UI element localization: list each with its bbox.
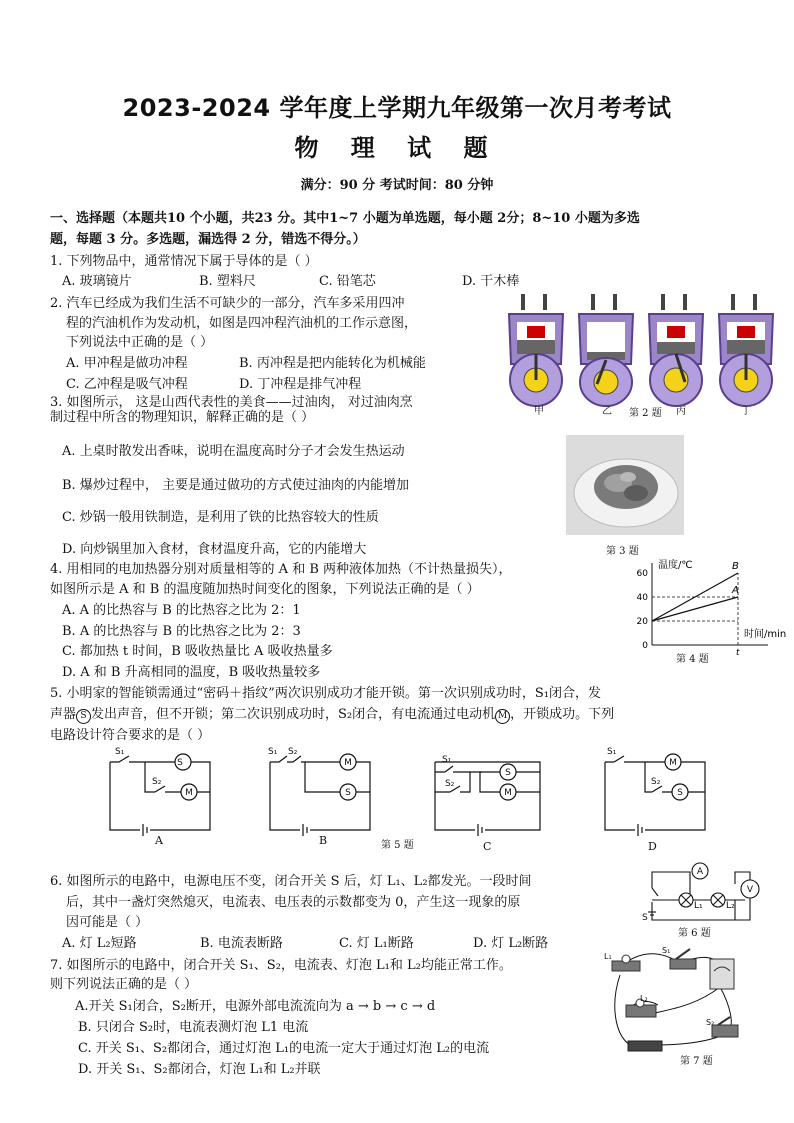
circuit-d xyxy=(605,754,705,836)
subject-title: 物 理 试 题 xyxy=(294,134,500,162)
q5-line3: 电路设计符合要求的是（ ） xyxy=(50,728,211,743)
q4-option-b: B. A 的比热容与 B 的比热容之比为 2：3 xyxy=(62,624,301,639)
q2-line2: 程的汽油机作为发动机，如图是四冲程汽油机的工作示意图， xyxy=(66,316,418,331)
section-heading-line1: 一、选择题（本题共10 个小题，共23 分。其中1~7 小题为单选题，每小题 2分；8~10 小题为多选 xyxy=(50,211,640,226)
temperature-time-chart xyxy=(630,555,794,665)
circuit-d-sounder-label: S xyxy=(677,788,683,798)
q7-option-a: A.开关 S₁闭合，S₂断开，电源外部电流流向为 a → b → c → d xyxy=(75,999,436,1014)
q1-option-d: D. 干木棒 xyxy=(462,274,520,289)
engine-stroke-ding xyxy=(719,294,773,406)
circuit-d-label: D xyxy=(648,840,657,853)
q7-s2-label: S₂ xyxy=(706,1018,715,1027)
q1-option-b: B. 塑料尺 xyxy=(199,274,256,289)
q1-option-a: A. 玻璃镜片 xyxy=(62,274,132,289)
q7-option-b: B. 只闭合 S₂时，电流表测灯泡 L1 电流 xyxy=(78,1020,309,1035)
chart-x-tick-label: t xyxy=(736,648,740,658)
circuit-a-sounder-label: S xyxy=(177,758,183,768)
q2-option-a: A. 甲冲程是做功冲程 xyxy=(66,356,188,371)
q3-option-b: B. 爆炒过程中， 主要是通过做功的方式使过油肉的内能增加 xyxy=(62,478,409,493)
exam-title: 2023-2024 学年度上学期九年级第一次月考考试 xyxy=(122,94,672,122)
q6-option-c: C. 灯 L₁断路 xyxy=(339,936,414,951)
engine-stroke-yi xyxy=(579,294,633,406)
q2-line1: 2. 汽车已经成为我们生活不可缺少的一部分，汽车多采用四冲 xyxy=(50,296,405,311)
q5-figure-caption: 第 5 题 xyxy=(381,840,414,851)
circuit-b-label: B xyxy=(319,834,328,847)
chart-series-line-a xyxy=(652,597,738,621)
q6-option-d: D. 灯 L₂断路 xyxy=(473,936,549,951)
chart-y-tick-label: 20 xyxy=(636,617,648,627)
circuit-a-s2-label: S₂ xyxy=(152,777,162,787)
q7-l2-label: L₂ xyxy=(640,994,648,1003)
q3-option-d: D. 向炒锅里加入食材，食材温度升高，它的内能增大 xyxy=(62,542,367,557)
q4-figure-caption: 第 4 题 xyxy=(676,654,709,665)
engine-stroke-jia xyxy=(509,294,563,406)
q2-line3: 下列说法中正确的是（ ） xyxy=(66,335,214,350)
engine-label-bing: 丙 xyxy=(676,406,686,417)
engine-stroke-bing xyxy=(649,294,703,406)
q5-line2-middle: 发出声音，但不开锁；第二次识别成功时，S₂闭合，有电流通过电动机 xyxy=(91,707,496,722)
q6-figure-caption: 第 6 题 xyxy=(678,928,711,939)
circuit-a xyxy=(110,754,210,836)
q7-line2: 则下列说法正确的是（ ） xyxy=(50,977,198,992)
q4-option-d: D. A 和 B 升高相同的温度，B 吸收热量较多 xyxy=(62,665,321,680)
q3-figure-caption: 第 3 题 xyxy=(606,546,639,557)
sounder-symbol-icon: S xyxy=(76,709,91,724)
engine-label-jia: 甲 xyxy=(534,406,544,417)
q7-figure-caption: 第 7 题 xyxy=(680,1056,713,1067)
circuit-b-sounder-label: S xyxy=(345,788,351,798)
chart-y-tick-label: 0 xyxy=(642,641,648,651)
engine-label-ding: 丁 xyxy=(741,406,751,417)
q6-voltmeter-label: V xyxy=(746,885,754,895)
circuit-c-s2-label: S₂ xyxy=(445,779,455,789)
chart-xlabel: 时间/min xyxy=(744,629,787,640)
q6-l2-label: L₂ xyxy=(726,901,735,911)
motor-symbol-icon: M xyxy=(495,709,510,724)
circuit-b-s1-label: S₁ xyxy=(268,747,278,757)
circuit-c xyxy=(435,762,540,836)
circuit-b-motor-label: M xyxy=(344,758,352,768)
q4-line2: 如图所示是 A 和 B 的温度随加热时间变化的图象，下列说法正确的是（ ） xyxy=(50,582,480,597)
q2-figure-caption: 第 2 题 xyxy=(629,408,662,419)
chart-y-tick-label: 60 xyxy=(636,569,648,579)
q4-option-c: C. 都加热 t 时间，B 吸收热量比 A 吸收热量多 xyxy=(62,644,333,659)
q6-option-b: B. 电流表断路 xyxy=(200,936,283,951)
circuit-c-label: C xyxy=(483,840,492,853)
q5-line2 xyxy=(50,703,614,724)
q6-line3: 因可能是（ ） xyxy=(66,915,149,930)
q2-option-d: D. 丁冲程是排气冲程 xyxy=(239,377,362,392)
q6-l1-label: L₁ xyxy=(694,901,703,911)
q6-line2: 后，其中一盏灯突然熄灭，电流表、电压表的示数都变为 0，产生这一现象的原 xyxy=(66,895,521,910)
circuit-c-s1-label: S₁ xyxy=(442,755,452,765)
q7-line1: 7. 如图所示的电路中，闭合开关 S₁、S₂，电流表、灯泡 L₁和 L₂均能正常工作。 xyxy=(50,958,512,973)
dish-photo xyxy=(566,435,684,535)
chart-ylabel: 温度/℃ xyxy=(658,560,693,571)
circuit-c-motor-label: M xyxy=(504,788,512,798)
circuit-a-label: A xyxy=(155,834,163,847)
circuit-b xyxy=(270,754,370,836)
circuit-d-s1-label: S₁ xyxy=(607,747,617,757)
q3-option-c: C. 炒锅一般用铁制造，是利用了铁的比热容较大的性质 xyxy=(62,510,379,525)
circuit-a-motor-label: M xyxy=(185,788,193,798)
engine-label-yi: 乙 xyxy=(602,406,612,417)
section-heading-line2: 题，每题 3 分。多选题，漏选得 2 分，错选不得分。） xyxy=(50,232,366,247)
q4-line1: 4. 用相同的电加热器分别对质量相等的 A 和 B 两种液体加热（不计热量损失）， xyxy=(50,562,512,577)
circuit-d-s2-label: S₂ xyxy=(651,777,661,787)
q2-option-c: C. 乙冲程是吸气冲程 xyxy=(66,377,188,392)
chart-y-tick-label: 40 xyxy=(636,593,648,603)
q7-l1-label: L₁ xyxy=(604,952,612,961)
chart-series-label-a: A xyxy=(732,585,739,596)
q6-option-a: A. 灯 L₂短路 xyxy=(62,936,137,951)
exam-info: 满分：90 分 考试时间：80 分钟 xyxy=(300,178,494,193)
q1-option-c: C. 铅笔芯 xyxy=(319,274,376,289)
q3-line1: 3. 如图所示， 这是山西代表性的美食——过油肉， 对过油肉烹 xyxy=(50,395,413,410)
q7-option-d: D. 开关 S₁、S₂都闭合，灯泡 L₁和 L₂并联 xyxy=(78,1062,321,1077)
circuit-a-s1-label: S₁ xyxy=(115,747,125,757)
chart-series-label-b: B xyxy=(732,561,739,572)
circuit-d-motor-label: M xyxy=(669,758,677,768)
q1-stem: 1. 下列物品中，通常情况下属于导体的是（ ） xyxy=(50,254,318,269)
q7-circuit-photo xyxy=(600,945,760,1060)
q4-option-a: A. A 的比热容与 B 的比热容之比为 2：1 xyxy=(62,603,301,618)
q5-line2-end: ，开锁成功。下列 xyxy=(510,707,615,722)
q6-ammeter-label: A xyxy=(696,867,704,877)
circuit-c-sounder-label: S xyxy=(505,768,511,778)
q3-option-a: A. 上桌时散发出香味，说明在温度高时分子才会发生热运动 xyxy=(62,444,405,459)
q6-line1: 6. 如图所示的电路中，电源电压不变，闭合开关 S 后，灯 L₁、L₂都发光。一段时间 xyxy=(50,874,532,889)
q7-option-c: C. 开关 S₁、S₂都闭合，通过灯泡 L₁的电流一定大于通过灯泡 L₂的电流 xyxy=(78,1041,490,1056)
q5-line1: 5. 小明家的智能锁需通过“密码＋指纹”两次识别成功才能开锁。第一次识别成功时，S₁闭合，发 xyxy=(50,686,601,701)
q5-line2-start: 声器 xyxy=(50,707,77,722)
q2-option-b: B. 丙冲程是把内能转化为机械能 xyxy=(239,356,426,371)
q6-switch-label: S xyxy=(642,913,648,923)
circuit-b-s2-label: S₂ xyxy=(288,747,298,757)
q3-line2: 制过程中所含的物理知识，解释正确的是（ ） xyxy=(50,410,315,425)
engine-strokes-figure xyxy=(505,292,780,422)
q7-s1-label: S₁ xyxy=(662,946,671,955)
